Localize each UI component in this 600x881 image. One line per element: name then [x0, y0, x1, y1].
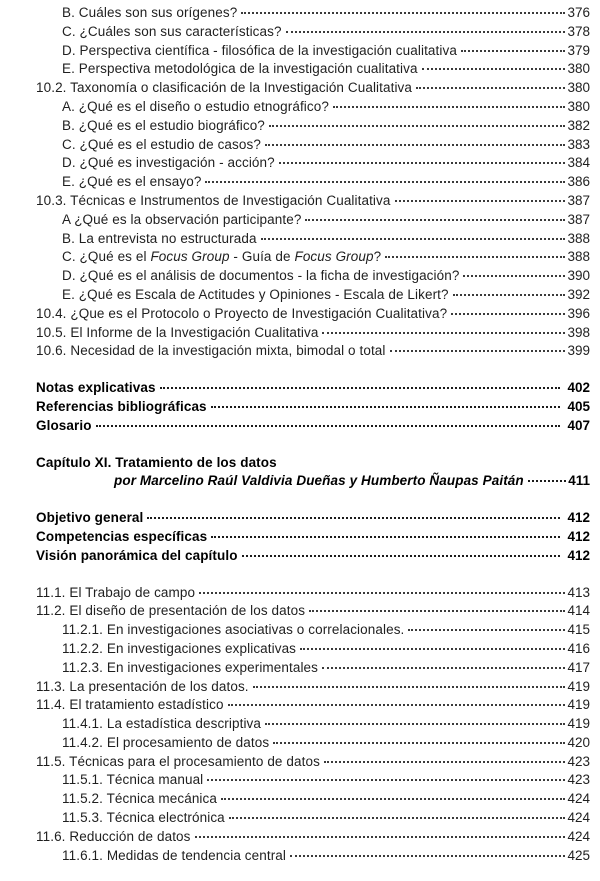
- toc-entry-label: [62, 137, 261, 152]
- toc-entry-label: [62, 43, 457, 58]
- toc-label-segment: 10.6. Necesidad de la investigación mixta, bimodal o total: [36, 343, 386, 359]
- toc-entry: [36, 174, 590, 193]
- toc-label-segment: 11.5.1. Técnica manual: [62, 772, 204, 788]
- page-number: 396: [567, 305, 590, 321]
- toc-label-segment: 11.3. La presentación de los datos.: [36, 678, 249, 694]
- toc-entry: [36, 137, 590, 156]
- toc-label-segment: C. ¿Qué es el: [62, 249, 151, 265]
- toc-entry: [36, 80, 590, 99]
- dot-leader: [265, 723, 565, 725]
- toc-entry-label: [62, 249, 381, 264]
- toc-entry-label: [62, 735, 269, 750]
- toc-entry-label: [62, 641, 296, 656]
- page-number: 376: [567, 5, 590, 20]
- dot-leader: [242, 555, 561, 557]
- toc-entry-label: [62, 622, 404, 637]
- toc-entry: [36, 679, 590, 698]
- toc-label-segment: 11.2.1. En investigaciones asociativas o correlacionales.: [62, 622, 405, 638]
- page-number: 378: [567, 23, 590, 39]
- toc-label-segment: C. ¿Cuáles son sus características?: [62, 23, 282, 39]
- toc-label-italic-segment: Focus Group: [150, 249, 230, 265]
- toc-entry: [36, 810, 590, 829]
- toc-label-segment: 11.2.2. En investigaciones explicativas: [62, 640, 297, 656]
- page-number: 416: [567, 640, 590, 656]
- toc-entry: [36, 118, 590, 137]
- toc-entry: [36, 24, 590, 43]
- toc-entry: [36, 249, 590, 268]
- toc-entry-label: [36, 418, 92, 433]
- toc-entry-label: [36, 343, 386, 358]
- toc-label-segment: 11.2. El diseño de presentación de los datos: [36, 603, 306, 619]
- dot-leader: [160, 387, 561, 389]
- toc-entry-label: [36, 679, 249, 694]
- dot-leader: [211, 406, 561, 408]
- page-number: 425: [567, 847, 590, 863]
- toc-label-segment: 11.5.2. Técnica mecánica: [62, 791, 217, 807]
- toc-label-segment: 11.4. El tratamiento estadístico: [36, 697, 224, 713]
- toc-label-segment: 11.4.1. La estadística descriptiva: [62, 716, 262, 732]
- dot-leader: [322, 332, 565, 334]
- toc-label-segment: por Marcelino Raúl Valdivia Dueñas y Humberto Ñaupas Paitán: [114, 473, 524, 489]
- toc-label-segment: Notas explicativas: [36, 380, 156, 396]
- toc-entry: [36, 622, 590, 641]
- toc-label-segment: Referencias bibliográficas: [36, 398, 207, 414]
- toc-entry: [36, 791, 590, 810]
- dot-leader: [96, 425, 561, 427]
- dot-leader: [195, 836, 566, 838]
- toc-entry-label: [36, 510, 143, 525]
- toc-entry-label: [36, 193, 391, 208]
- toc-entry: [36, 61, 590, 80]
- dot-leader: [147, 517, 560, 519]
- page-number: 419: [567, 716, 590, 732]
- toc-label-segment: 11.6.1. Medidas de tendencia central: [62, 847, 286, 863]
- toc-entry: [36, 585, 590, 604]
- toc-entry: [36, 380, 590, 399]
- page-number: 412: [567, 528, 590, 544]
- toc-entry: [36, 268, 590, 287]
- toc-entry-label: [62, 772, 203, 787]
- dot-leader: [422, 68, 566, 70]
- toc-entry: [36, 306, 590, 325]
- page-number: 387: [567, 192, 590, 208]
- toc-entry-label: [62, 268, 459, 283]
- page-number: 414: [567, 603, 590, 619]
- toc-entry-label: [62, 24, 282, 39]
- page-number: 424: [567, 791, 590, 807]
- toc-entry-label: [36, 455, 277, 470]
- toc-entry: [36, 641, 590, 660]
- toc-entry: [36, 193, 590, 212]
- toc-entry-label: [114, 473, 524, 488]
- toc-entry-label: [36, 697, 224, 712]
- toc-entry: [36, 473, 590, 492]
- page-number: 423: [567, 753, 590, 769]
- toc-entry-label: [62, 118, 265, 133]
- page-number: 419: [567, 678, 590, 694]
- toc-entry-label: [62, 61, 418, 76]
- toc-entry-label: [36, 306, 447, 321]
- toc-label-segment: 11.6. Reducción de datos: [36, 828, 191, 844]
- toc-entry: [36, 735, 590, 754]
- toc-label-segment: Glosario: [36, 417, 92, 433]
- page-number: 388: [567, 249, 590, 265]
- toc-entry: [36, 287, 590, 306]
- toc-label-segment: D. ¿Qué es el análisis de documentos - la ficha de investigación?: [62, 268, 460, 284]
- toc-label-segment: Objetivo general: [36, 510, 144, 526]
- toc-entry-label: [62, 155, 275, 170]
- page-number: 415: [567, 622, 590, 638]
- dot-leader: [528, 480, 566, 482]
- toc-label-segment: E. ¿Qué es Escala de Actitudes y Opiniones - Escala de Likert?: [62, 286, 449, 302]
- dot-leader: [265, 144, 566, 146]
- page-number: 419: [567, 697, 590, 713]
- page-number: 386: [567, 174, 590, 190]
- toc-entry-label: [36, 585, 195, 600]
- toc-entry: [36, 772, 590, 791]
- page-number: 417: [567, 659, 590, 675]
- toc-entry-label: [36, 380, 156, 395]
- page-number: 383: [567, 136, 590, 152]
- toc-entry-label: [36, 603, 305, 618]
- dot-leader: [300, 648, 565, 650]
- dot-leader: [211, 536, 560, 538]
- page-number: 423: [567, 772, 590, 788]
- toc-entry: [36, 399, 590, 418]
- toc-label-segment: 10.4. ¿Que es el Protocolo o Proyecto de Investigación Cualitativa?: [36, 305, 448, 321]
- dot-leader: [333, 106, 566, 108]
- page-number: 379: [567, 42, 590, 58]
- page-number: 405: [567, 398, 590, 414]
- toc-label-segment: A. ¿Qué es el diseño o estudio etnográfico?: [62, 98, 329, 114]
- page-number: 424: [567, 828, 590, 844]
- dot-leader: [463, 275, 565, 277]
- dot-leader: [390, 350, 566, 352]
- dot-leader: [273, 742, 565, 744]
- page-number: 382: [567, 117, 590, 133]
- dot-leader: [322, 667, 565, 669]
- toc-label-segment: 10.5. El Informe de la Investigación Cualitativa: [36, 324, 319, 340]
- page-number: 424: [567, 810, 590, 826]
- toc-label-segment: - Guía de: [229, 249, 295, 265]
- toc-entry-label: [36, 325, 318, 340]
- toc-entry-label: [62, 231, 257, 246]
- toc-entry: [36, 99, 590, 118]
- toc-entry: [36, 660, 590, 679]
- toc-label-segment: Competencias específicas: [36, 528, 208, 544]
- page-number: 398: [567, 324, 590, 340]
- toc-entry: [36, 325, 590, 344]
- toc-label-segment: Visión panorámica del capítulo: [36, 547, 238, 563]
- dot-leader: [395, 200, 566, 202]
- toc-entry: [36, 212, 590, 231]
- toc-entry: [36, 829, 590, 848]
- page-number: 380: [567, 61, 590, 77]
- page-number: 380: [567, 98, 590, 114]
- toc-entry-label: [62, 5, 237, 20]
- toc-entry-label: [62, 810, 225, 825]
- dot-leader: [253, 686, 566, 688]
- toc-entry: [36, 418, 590, 437]
- page-number: 399: [567, 343, 590, 359]
- toc-label-segment: ?: [373, 249, 382, 265]
- toc-entry: [36, 754, 590, 773]
- toc-label-segment: Capítulo XI. Tratamiento de los datos: [36, 454, 277, 470]
- toc-label-segment: B. ¿Qué es el estudio biográfico?: [62, 117, 265, 133]
- toc-label-segment: 11.2.3. En investigaciones experimentales: [62, 659, 318, 675]
- dot-leader: [241, 12, 565, 14]
- toc-label-segment: 11.1. El Trabajo de campo: [36, 584, 196, 600]
- page-number: 413: [567, 584, 590, 600]
- dot-leader: [199, 592, 565, 594]
- page-number: 420: [567, 734, 590, 750]
- toc-entry: [36, 343, 590, 362]
- toc-entry: [36, 43, 590, 62]
- dot-leader: [408, 629, 565, 631]
- toc-entry-label: [62, 287, 449, 302]
- dot-leader: [205, 181, 565, 183]
- dot-leader: [269, 125, 566, 127]
- dot-leader: [453, 294, 566, 296]
- toc-label-segment: 11.5. Técnicas para el procesamiento de datos: [36, 753, 320, 769]
- dot-leader: [228, 704, 566, 706]
- dot-leader: [461, 50, 566, 52]
- toc-entry-label: [36, 548, 238, 563]
- toc-entry: [36, 848, 590, 867]
- toc-entry-label: [36, 399, 207, 414]
- dot-leader: [261, 238, 566, 240]
- toc-entry-label: [36, 829, 191, 844]
- toc-entry-label: [36, 80, 412, 95]
- page-number: 387: [567, 211, 590, 227]
- toc-entry: [36, 529, 590, 548]
- dot-leader: [207, 779, 565, 781]
- toc-label-segment: B. La entrevista no estructurada: [62, 230, 257, 246]
- toc-chapter-heading: [36, 455, 590, 474]
- page-number: 384: [567, 155, 590, 171]
- toc-entry: [36, 697, 590, 716]
- page-number: 412: [567, 510, 590, 526]
- page-number: 412: [567, 547, 590, 563]
- dot-leader: [309, 610, 565, 612]
- dot-leader: [385, 256, 565, 258]
- toc-entry: [36, 510, 590, 529]
- toc-entry-label: [62, 174, 201, 189]
- toc-list: [36, 5, 590, 866]
- dot-leader: [290, 855, 565, 857]
- toc-label-segment: A ¿Qué es la observación participante?: [62, 211, 302, 227]
- toc-entry-label: [62, 791, 217, 806]
- toc-label-segment: 10.3. Técnicas e Instrumentos de Investigación Cualitativa: [36, 192, 391, 208]
- toc-entry: [36, 603, 590, 622]
- toc-label-segment: B. Cuáles son sus orígenes?: [62, 5, 238, 20]
- toc-entry-label: [62, 99, 329, 114]
- toc-label-segment: 11.5.3. Técnica electrónica: [62, 810, 225, 826]
- toc-label-segment: D. Perspectiva científica - filosófica de la investigación cualitativa: [62, 42, 457, 58]
- page-number: 390: [567, 268, 590, 284]
- page-number: 388: [567, 230, 590, 246]
- toc-entry: [36, 155, 590, 174]
- page-number: 402: [567, 380, 590, 396]
- toc-entry: [36, 231, 590, 250]
- dot-leader: [305, 219, 565, 221]
- dot-leader: [279, 162, 566, 164]
- toc-entry-label: [62, 212, 301, 227]
- page-number: 407: [567, 417, 590, 433]
- toc-entry: [36, 5, 590, 24]
- dot-leader: [229, 817, 566, 819]
- toc-entry-label: [62, 660, 318, 675]
- toc-label-segment: 10.2. Taxonomía o clasificación de la Investigación Cualitativa: [36, 80, 413, 96]
- dot-leader: [221, 798, 565, 800]
- dot-leader: [416, 87, 565, 89]
- toc-entry: [36, 716, 590, 735]
- toc-entry-label: [36, 529, 207, 544]
- toc-entry-label: [62, 716, 261, 731]
- toc-entry-label: [36, 754, 320, 769]
- toc-entry: [36, 548, 590, 567]
- toc-label-italic-segment: Focus Group: [294, 249, 374, 265]
- dot-leader: [286, 31, 566, 33]
- toc-label-segment: C. ¿Qué es el estudio de casos?: [62, 136, 261, 152]
- toc-label-segment: E. ¿Qué es el ensayo?: [62, 174, 202, 190]
- dot-leader: [451, 313, 565, 315]
- page-number: 392: [567, 286, 590, 302]
- toc-label-segment: 11.4.2. El procesamiento de datos: [62, 734, 270, 750]
- toc-label-segment: D. ¿Qué es investigación - acción?: [62, 155, 275, 171]
- toc-label-segment: E. Perspectiva metodológica de la investigación cualitativa: [62, 61, 418, 77]
- dot-leader: [324, 761, 566, 763]
- toc-entry-label: [62, 848, 286, 863]
- page-number: 411: [568, 473, 590, 489]
- page-number: 380: [567, 80, 590, 96]
